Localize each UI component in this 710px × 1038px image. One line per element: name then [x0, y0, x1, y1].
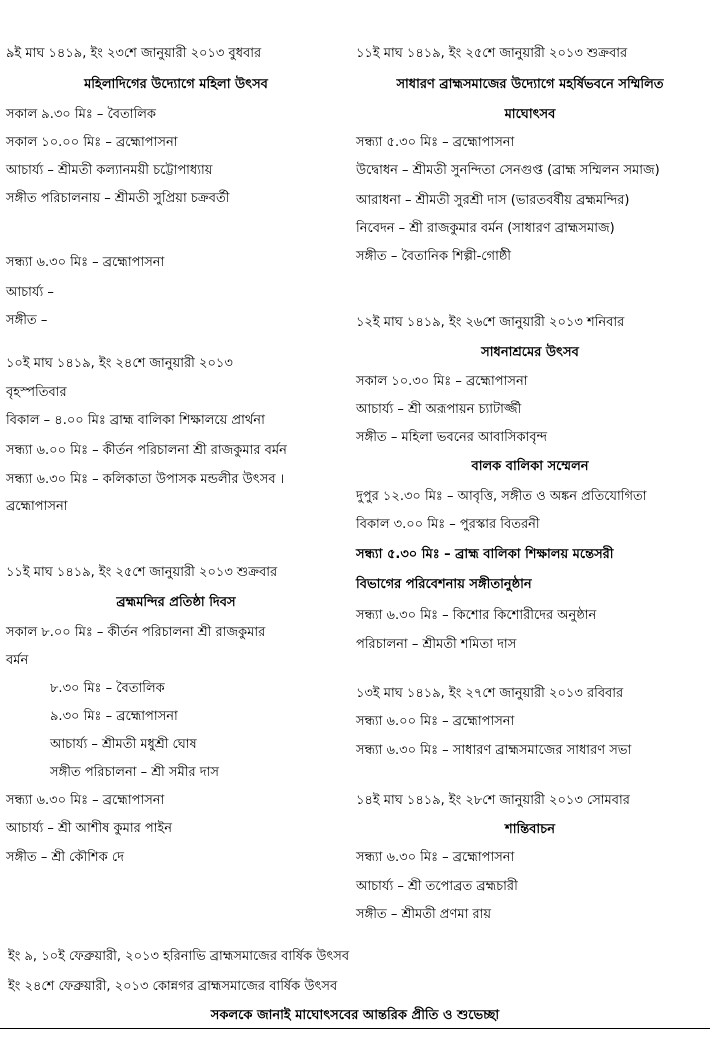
schedule-line: সঙ্গীত পরিচালনা – শ্রী সমীর দাস	[50, 765, 219, 780]
schedule-line: আচার্য্য – শ্রী তপোব্রত ব্রহ্মচারী	[356, 879, 518, 894]
schedule-line: সন্ধ্যা ৬.৩০ মিঃ – ব্রহ্মোপাসনা	[6, 255, 165, 270]
schedule-line: আচার্য্য –	[6, 285, 54, 300]
schedule-line: নিবেদন – শ্রী রাজকুমার বর্মন (সাধারণ ব্রাহ্মসমাজ)	[356, 221, 615, 236]
section-date: ১০ই মাঘ ১৪১৯, ইং ২৪শে জানুয়ারী ২০১৩	[6, 356, 233, 371]
schedule-line: সন্ধ্যা ৬.৩০ মিঃ – কলিকাতা উপাসক মন্ডলীর উৎসব ।	[6, 472, 285, 487]
schedule-line: সন্ধ্যা ৫.৩০ মিঃ – ব্রহ্মোপাসনা	[356, 135, 515, 150]
bottom-rule	[0, 1028, 710, 1029]
schedule-line: সন্ধ্যা ৬.৩০ মিঃ – ব্রহ্মোপাসনা	[6, 793, 165, 808]
schedule-line: সকাল ৮.০০ মিঃ – কীর্তন পরিচালনা শ্রী রাজকুমার	[6, 625, 266, 640]
schedule-line: সঙ্গীত পরিচালনায় – শ্রীমতী সুপ্রিয়া চক্রবর্তী	[6, 191, 230, 206]
schedule-line: বর্মন	[6, 653, 29, 668]
schedule-line: সঙ্গীত – মহিলা ভবনের আবাসিকাবৃন্দ	[356, 430, 547, 445]
schedule-line: ৯.৩০ মিঃ – ব্রহ্মোপাসনা	[50, 709, 178, 724]
schedule-line: সকাল ১০.০০ মিঃ – ব্রহ্মোপাসনা	[6, 135, 178, 150]
schedule-line: আচার্য্য – শ্রীমতী কল্যানময়ী চট্টোপাধ্যায়	[6, 163, 213, 178]
footer-line: ইং ২৪শে ফেব্রুয়ারী, ২০১৩ কোন্নগর ব্রাহ্মসমাজের বার্ষিক উৎসব	[8, 979, 338, 994]
section-title: মহিলাদিগের উদ্যোগে মহিলা উৎসব	[84, 77, 268, 92]
section-title: ব্রহ্মমন্দির প্রতিষ্ঠা দিবস	[116, 595, 236, 610]
schedule-line: সন্ধ্যা ৫.৩০ মিঃ – ব্রাহ্ম বালিকা শিক্ষালয় মন্তেসরী	[356, 547, 614, 562]
schedule-line: দুপুর ১২.৩০ মিঃ – আবৃত্তি, সঙ্গীত ও অঙ্কন প্রতিযোগিতা	[356, 489, 647, 504]
schedule-line: ৮.৩০ মিঃ – বৈতালিক	[50, 681, 165, 696]
schedule-line: সকাল ৯.৩০ মিঃ – বৈতালিক	[6, 107, 157, 122]
schedule-line: ব্রহ্মোপাসনা	[6, 499, 68, 514]
section-title: শান্তিবাচন	[505, 822, 555, 837]
section-subtitle: বালক বালিকা সম্মেলন	[471, 459, 589, 474]
schedule-line: বিভাগের পরিবেশনায় সঙ্গীতানুষ্ঠান	[356, 577, 532, 592]
schedule-line: সঙ্গীত – শ্রীমতী প্রণমা রায়	[356, 907, 492, 922]
schedule-line: সন্ধ্যা ৬.০০ মিঃ – কীর্তন পরিচালনা শ্রী রাজকুমার বর্মন	[6, 443, 287, 458]
section-date: ১৪ই মাঘ ১৪১৯, ইং ২৮শে জানুয়ারী ২০১৩ সোমবার	[356, 793, 630, 808]
section-title: সাধনাশ্রমের উৎসব	[481, 345, 579, 360]
schedule-line: আচার্য্য – শ্রী আশীষ কুমার পাইন	[6, 821, 172, 836]
section-title: মাঘোৎসব	[504, 107, 556, 122]
schedule-line: সন্ধ্যা ৬.৩০ মিঃ – ব্রহ্মোপাসনা	[356, 850, 515, 865]
schedule-line: বিকাল – ৪.০০ মিঃ ব্রাহ্ম বালিকা শিক্ষালয়ে প্রার্থনা	[6, 413, 265, 428]
section-date: ১১ই মাঘ ১৪১৯, ইং ২৫শে জানুয়ারী ২০১৩ শুক্রবার	[356, 46, 628, 61]
section-date: ১২ই মাঘ ১৪১৯, ইং ২৬শে জানুয়ারী ২০১৩ শনিবার	[356, 315, 625, 330]
schedule-line: সন্ধ্যা ৬.৩০ মিঃ – কিশোর কিশোরীদের অনুষ্ঠান	[356, 608, 597, 623]
schedule-line: সঙ্গীত – শ্রী কৌশিক দে	[6, 850, 124, 865]
schedule-line: বিকাল ৩.০০ মিঃ – পুরস্কার বিতরনী	[356, 517, 540, 532]
schedule-line: উদ্বোধন – শ্রীমতী সুনন্দিতা সেনগুপ্ত (ব্রাহ্ম সম্মিলন সমাজ)	[356, 163, 660, 178]
section-day: বৃহস্পতিবার	[6, 385, 67, 400]
section-date: ৯ই মাঘ ১৪১৯, ইং ২৩শে জানুয়ারী ২০১৩ বুধবার	[6, 46, 262, 61]
section-title: সাধারণ ব্রাহ্মসমাজের উদ্যোগে মহর্ষিভবনে সম্মিলিত	[396, 77, 664, 92]
schedule-line: আরাধনা – শ্রীমতী সুরশ্রী দাস (ভারতবর্ষীয় ব্রহ্মমন্দির)	[356, 193, 630, 208]
schedule-line: আচার্য্য – শ্রী অরূপায়ন চ্যাটার্জ্জী	[356, 402, 522, 417]
schedule-line: আচার্য্য – শ্রীমতী মধুশ্রী ঘোষ	[50, 737, 197, 752]
schedule-line: পরিচালনা – শ্রীমতী শমিতা দাস	[356, 637, 517, 652]
schedule-line: সন্ধ্যা ৬.০০ মিঃ – ব্রহ্মোপাসনা	[356, 714, 515, 729]
footer-line: ইং ৯, ১০ই ফেব্রুয়ারী, ২০১৩ হরিনাভি ব্রাহ্মসমাজের বার্ষিক উৎসব	[8, 949, 350, 964]
footer-greeting: সকলকে জানাই মাঘোৎসবের আন্তরিক প্রীতি ও শুভেচ্ছা	[210, 1008, 500, 1023]
schedule-line: সকাল ১০.৩০ মিঃ – ব্রহ্মোপাসনা	[356, 374, 528, 389]
section-date: ১৩ই মাঘ ১৪১৯, ইং ২৭শে জানুয়ারী ২০১৩ রবিবার	[356, 686, 624, 701]
section-date: ১১ই মাঘ ১৪১৯, ইং ২৫শে জানুয়ারী ২০১৩ শুক্রবার	[6, 565, 278, 580]
schedule-line: সঙ্গীত –	[6, 313, 48, 328]
schedule-line: সন্ধ্যা ৬.৩০ মিঃ – সাধারণ ব্রাহ্মসমাজের সাধারণ সভা	[356, 743, 632, 758]
schedule-line: সঙ্গীত – বৈতানিক শিল্পী-গোষ্ঠী	[356, 249, 512, 264]
